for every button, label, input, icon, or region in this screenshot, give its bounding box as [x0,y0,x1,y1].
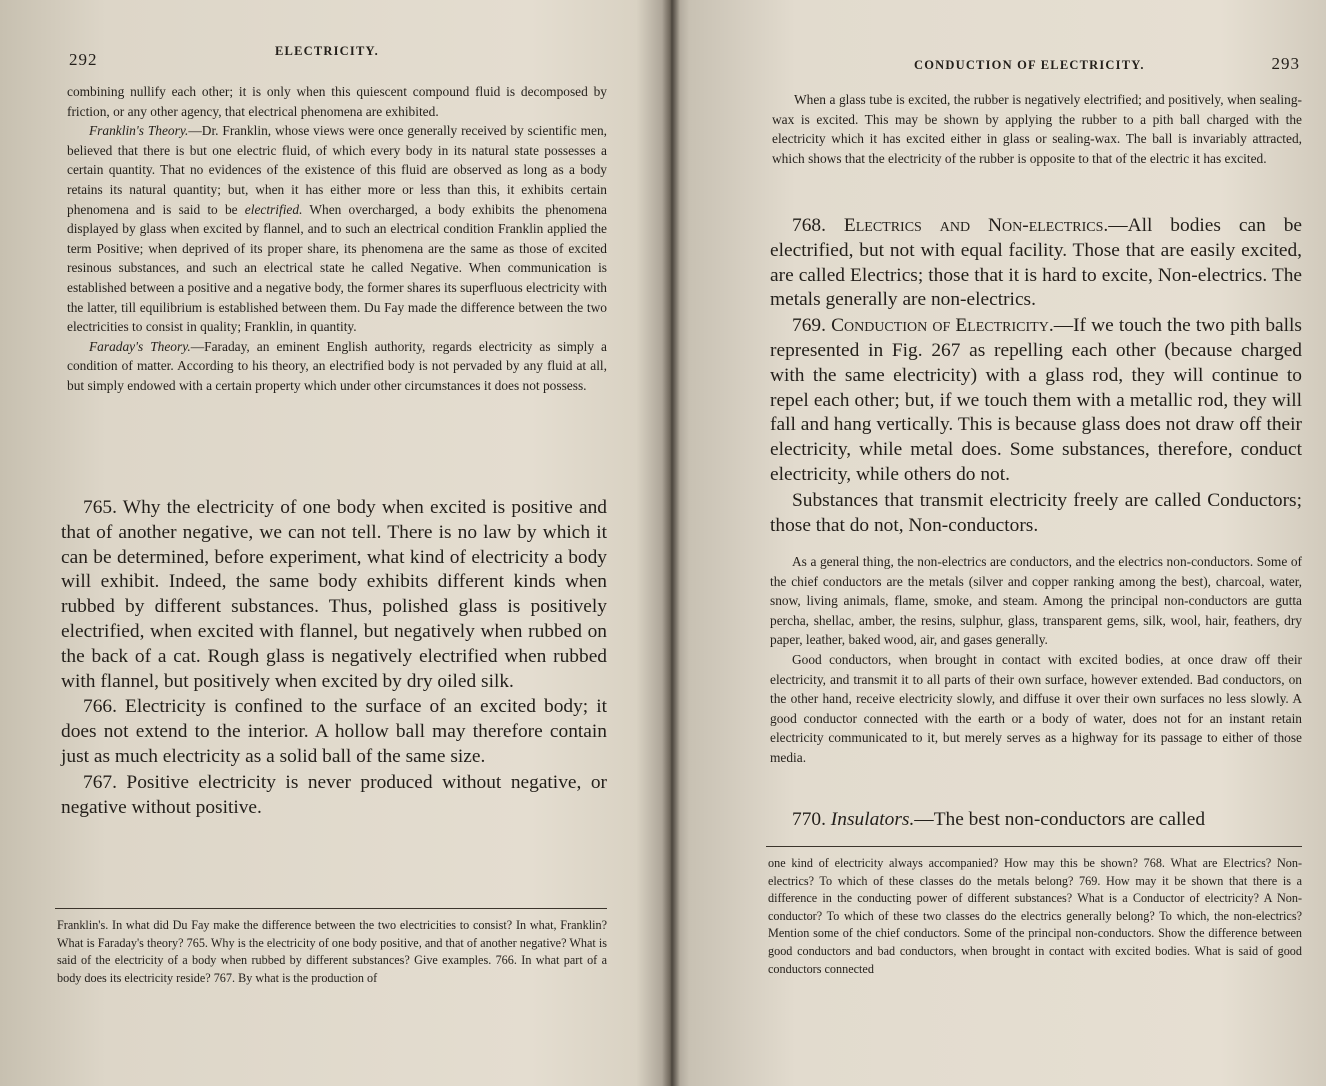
franklin-theory-text-1: —Dr. Franklin, whose views were once generally received by scientific men, believed that there is but one electric fluid, of which every body in its natural state possesses a certain quantity. That no evidences of the existence of this fluid are observed as long as a body retains its natural quantity; but, when it has either more or less than this, it exhibits certain phenomena and is said to be [67,123,608,217]
left-footnote: Franklin's. In what did Du Fay make the difference between the two electricities to consist? In what, Franklin? What is Faraday's theory? 765. Why is the electricity of one body positive, and that of another negative? What is said of the electricity of a body when rubbed by different substances? Give examples. 766. In what part of a body does its electricity reside? 767. By what is the production of [57,918,607,985]
franklin-theory-paragraph [67,121,607,337]
right-footnote-rule [766,846,1302,847]
franklin-theory-text-2: When overcharged, a body exhibits the phenomena displayed by glass when excited by flannel, and to such an electrical condition Franklin applied the term Positive; when deprived of its proper share, its phenomena are the same as those of excited resinous substances, and such an electrical state he called Negative. When communication is established between a positive and a negative body, the former shares its superfluous electricity with the latter, till equilibrium is established between them. Du Fay made the difference between the two electricities to consist in quality; Franklin, in quantity. [67,201,607,335]
paragraph-769-number: 769. [792,315,826,337]
franklin-theory-label: Franklin's Theory. [89,123,189,139]
book-gutter [662,0,680,1086]
paragraph-770-number: 770. [792,809,826,830]
faraday-theory-label: Faraday's Theory. [89,338,191,354]
good-conductors-paragraph: Good conductors, when brought in contact with excited bodies, at once draw off their electricity, and transmit it to all parts of their own surface, however extended. Bad conductors, on the other hand, receive electricity slowly, and diffuse it over their own surfaces no less slowly. A good conductor connected with the earth or a body of water, does not for an instant retain electricity communicated to it, but merely serves as a highway for its passage to either of those media. [770,651,1302,765]
right-running-title: CONDUCTION OF ELECTRICITY. [914,58,1145,72]
paragraph-765: 765. Why the electricity of one body when excited is positive and that of another negative, we can not tell. There is no law by which it can be determined, before experiment, what kind of electricity a body will exhibit. Indeed, the same body exhibits different kinds when rubbed by different substances. Thus, polished glass is positively electrified, when excited with flannel, but negatively when rubbed on the back of a cat. Rough glass is negatively electrified when rubbed with flannel, but positively when excited by dry oiled silk. [61,497,607,692]
conductors-list-paragraph: As a general thing, the non-electrics are conductors, and the electrics non-conductors. Some of the chief conductors are the metals (silver and copper ranking among the best), charcoal, water, snow, living animals, flame, smoke, and steam. Among the principal non-conductors are gutta percha, shellac, amber, the resins, sulphur, glass, transparent gems, silk, wool, hair, feathers, dry paper, leather, baked wood, air, and gases generally. [770,554,1302,648]
paragraph-769-conductors: Substances that transmit electricity freely are called Conductors; those that do not, Non-conductors. [770,489,1302,536]
paragraph-769 [770,314,1302,488]
paragraph-768-text: —All bodies can be electrified, but not with equal facility. Those that are easily excited, are called Electrics; those that it is hard to excite, Non-electrics. The metals generally are non-electrics. [770,215,1302,311]
left-running-head [55,44,607,74]
left-small-text-block [67,82,607,396]
right-running-head [766,44,1302,74]
paragraph-768-heading: Electrics and Non-electrics. [843,215,1109,236]
left-running-title: ELECTRICITY. [275,44,379,58]
paragraph-766: 766. Electricity is confined to the surface of an excited body; it does not extend to the interior. A hollow ball may therefore contain just as much electricity as a solid ball of the same size. [61,696,607,767]
franklin-theory-em: electrified. [244,201,303,217]
right-intro-block [772,90,1302,168]
paragraph-770-heading: Insulators. [830,809,915,830]
left-page-number: 292 [69,50,98,69]
paragraph-770-block [770,808,1302,834]
faraday-theory-paragraph [67,337,607,396]
right-intro-paragraph: When a glass tube is excited, the rubber is negatively electrified; and positively, when sealing-wax is excited. This may be shown by applying the rubber to a pith ball charged with the electricity which it has excited either in glass or sealing-wax. The ball is invariably attracted, which shows that the electricity of the rubber is opposite to that of the electric it has excited. [772,92,1302,166]
paragraph-768-number: 768. [792,215,826,236]
paragraph-770 [770,808,1302,833]
right-page [766,0,1302,1086]
left-intro-paragraph: combining nullify each other; it is only when this quiescent compound fluid is decomposed by friction, or any other agency, that electrical phenomena are exhibited. [67,84,607,119]
paragraph-769-text: —If we touch the two pith balls represented in Fig. 267 as repelling each other (because charged with the same electricity) with a glass rod, they will continue to repel each other; but, if we touch them with a metallic rod, they will fall and hang vertically. This is because glass does not draw off their electricity, while metal does. Some substances, therefore, conduct electricity, while others do not. [770,315,1302,485]
paragraph-767: 767. Positive electricity is never produced without negative, or negative without positive. [61,771,607,818]
right-footnote: one kind of electricity always accompanied? How may this be shown? 768. What are Electrics? Non-electrics? To which of these classes do the metals belong? 769. How may it be shown that there is a difference in the conducting power of different substances? What is a Conductor of electricity? A Non-conductor? To which of these two classes do the electrics generally belong? To which, the non-electrics? Mention some of the chief conductors. Some of the principal non-conductors. Show the difference between good conductors and bad conductors, when brought in contact with excited bodies. What is said of good conductors connected [768,856,1302,976]
right-large-text-block [770,214,1302,539]
paragraph-770-text: —The best non-conductors are called [914,809,1206,830]
paragraph-768 [770,214,1302,313]
left-large-text-block [61,496,607,821]
paragraph-769-heading: Conduction of Electricity. [831,315,1054,337]
right-page-number: 293 [1271,54,1300,73]
faraday-theory-text: —Faraday, an eminent English authority, regards electricity as simply a condition of matter. According to his theory, an electrified body is not pervaded by any fluid at all, but simply endowed with a certain property which under other circumstances it does not possess. [67,338,607,393]
right-small-text-block [770,552,1302,768]
left-footnote-rule [55,908,607,909]
left-page [55,0,607,1086]
